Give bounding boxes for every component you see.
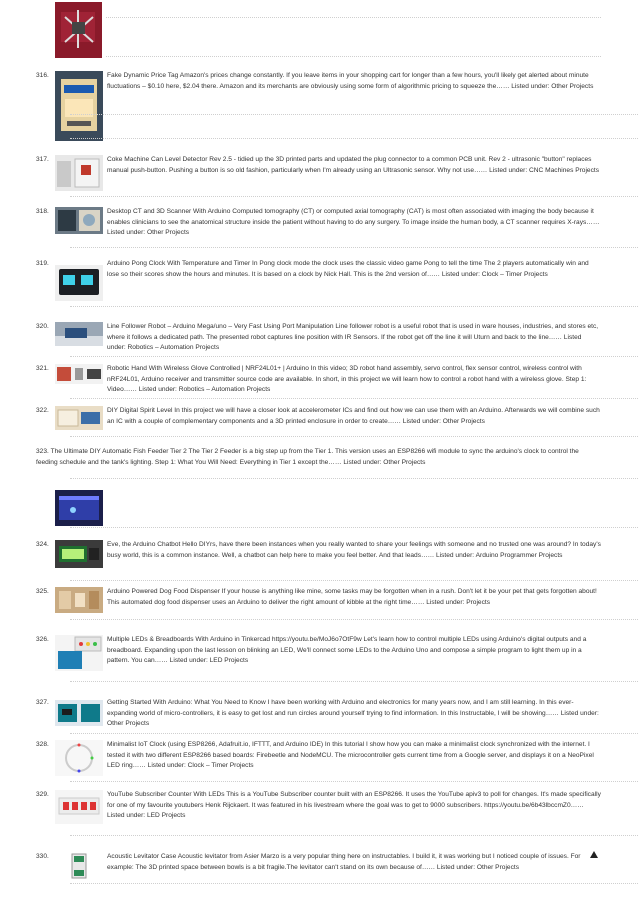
separator <box>70 835 638 836</box>
item-number: 326. <box>36 636 49 643</box>
item-description[interactable]: YouTube Subscriber Counter With LEDs This is a YouTube Subscriber counter built with an ESP8266. It uses the YouTube apiv3 to poll for changes. It's made specifically for one of my favourite youtubers Henk Rijckaert. It was featured in his livestream where the goal was to get to 9000 subscribers. https://youtu.be/6b43lbccmZ0…… Listed under: LED Projects <box>107 791 601 819</box>
thumbnail-tinkercad-leds[interactable] <box>55 635 103 671</box>
separator <box>70 681 638 682</box>
item-description[interactable]: Fake Dynamic Price Tag Amazon's prices change constantly. If you leave items in your shopping cart for longer than a few hours, you'll likely get alerted about minute fluctuations – $0.10 here, $2.04 there. Amazon and its merchants are obviously using some form of algorithmic pricing to squeeze the…… Listed under: Other Projects <box>107 72 594 90</box>
separator <box>70 138 638 139</box>
item-number: 325. <box>36 588 49 595</box>
separator <box>70 781 638 782</box>
item-description[interactable]: Line Follower Robot – Arduino Mega/uno – Very Fast Using Port Manipulation Line follower robot is a useful robot that is used in ware houses, industries, and stores etc, where it follows a dedicated path. The presented robot captures line position with IR Sensors. If the robot get off the line it will Uturn and back to the line…… Listed under: Robotics – Automation Projects <box>107 323 599 351</box>
scroll-to-top-icon[interactable] <box>590 851 598 858</box>
separator <box>70 733 638 734</box>
thumbnail-ct-scanner[interactable] <box>55 207 103 234</box>
item-text: The Ultimate DIY Automatic Fish Feeder Tier 2 The Tier 2 Feeder is a big step up from the Tier 1. This version uses an ESP8266 wifi module to sync the arduino's clock to control the feeding schedule and the tank's lighting. Step 1: What You Will Need: Everything in Tier 1 except the…… Listed under: Other Projects <box>36 448 579 466</box>
thumbnail-pong-clock[interactable] <box>55 265 103 301</box>
thumbnail-spirit-level[interactable] <box>55 406 103 430</box>
separator <box>70 356 638 357</box>
item-number: 321. <box>36 365 49 372</box>
thumbnail-dog-food-dispenser[interactable] <box>55 587 103 613</box>
item-description[interactable]: Multiple LEDs & Breadboards With Arduino in Tinkercad https://youtu.be/MoJ6o7OtF9w Let's learn how to control multiple LEDs using Arduino's digital outputs and a breadboard. Expanding upon the last lesson on blinking an LED, We'll connect some LEDs to the Arduino Uno and compose a simple program to light them up in a pattern. You can…… Listed under: LED Projects <box>107 636 587 664</box>
thumbnail-fish-feeder[interactable] <box>55 490 103 526</box>
separator <box>106 17 601 18</box>
thumbnail-spider-robot[interactable] <box>55 2 102 58</box>
separator <box>70 527 638 528</box>
item-number: 320. <box>36 323 49 330</box>
item-description[interactable]: Eve, the Arduino Chatbot Hello DIYrs, have there been instances when you really wanted to share your feelings with someone and no trusted one was around? In today's busy world, this is a common instance. Well, a chatbot can help here to make you feel better. And that leads…… Listed under: Arduino Programmer Projects <box>107 541 601 559</box>
item-number: 327. <box>36 699 49 706</box>
item-number: 324. <box>36 541 49 548</box>
item-number: 316. <box>36 72 49 79</box>
separator <box>70 883 638 884</box>
separator <box>70 436 638 437</box>
item-number: 319. <box>36 260 49 267</box>
item-description[interactable]: DIY Digital Spirit Level In this project we will have a closer look at accelerometer ICs and find out how we can use them with an Arduino. Afterwards we will combine such an IC with a couple of complementary components and a 3D printed enclosure in order to create…… Listed under: Other Projects <box>107 407 600 425</box>
separator <box>70 114 638 115</box>
thumbnail-iot-clock[interactable] <box>55 740 103 776</box>
item-description[interactable]: Minimalist IoT Clock (using ESP8266, Adafruit.io, IFTTT, and Arduino IDE) In this tutorial I show how you can make a minimalist clock synchronized with the internet. I tested it with two different ESP8266 based boards: Firebeetle and NodeMCU. The microcontroller gets current time from a Google server, and displays it on a NeoPixel LED ring…… Listed under: Clock – Timer Projects <box>107 741 594 769</box>
separator <box>70 478 638 479</box>
separator <box>70 306 638 307</box>
item-description[interactable]: Arduino Pong Clock With Temperature and Timer In Pong clock mode the clock uses the classic video game Pong to tell the time The 2 players automatically win and lose so their scores show the hours and minutes. It is based on a clock by Nick Hall. This is the 2nd version of…… Listed under: Clock – Timer Projects <box>107 260 589 278</box>
thumbnail-subscriber-counter[interactable] <box>55 790 103 824</box>
item-number: 322. <box>36 407 49 414</box>
item-number: 330. <box>36 853 49 860</box>
item-description[interactable]: Getting Started With Arduino: What You Need to Know I have been working with Arduino and electronics for many years now, and I am still learning. In this ever-expanding world of micro-controllers, it is easy to get lost and run circles around yourself trying to find information. In this Instructable, I will be showing…… Listed under: Other Projects <box>107 699 599 727</box>
item-number: 329. <box>36 791 49 798</box>
separator <box>70 580 638 581</box>
separator <box>70 196 638 197</box>
item-description[interactable]: Robotic Hand With Wireless Glove Controlled | NRF24L01+ | Arduino In this video; 3D robot hand assembly, servo control, flex sensor control, wireless control with nRF24L01, Arduino receiver and transmitter source code are available. In short, in this project we will learn how to control a robot hand with a wireless glove. Step 1: Video…… Listed under: Robotics – Automation Projects <box>107 365 587 393</box>
separator <box>70 247 638 248</box>
item-description[interactable]: Arduino Powered Dog Food Dispenser If your house is anything like mine, some tasks may be forgotten when in a rush. Don't let it be your pet that gets forgotten about! This automated dog food dispenser uses an Arduino to deliver the right amount of kibble at the right time…… Listed under: Projects <box>107 588 597 606</box>
item-number: 318. <box>36 208 49 215</box>
thumbnail-robotic-hand[interactable] <box>55 364 103 384</box>
thumbnail-coke-machine[interactable] <box>55 155 103 191</box>
separator <box>106 56 601 57</box>
item-description[interactable]: Coke Machine Can Level Detector Rev 2.5 - tidied up the 3D printed parts and updated the plug connector to a common PCB unit. Rev 2 - ultrasonic "button" replaces manual push-button. Pushing a button is so old fashion, particularly when I'm already using an Ultrasonic sensor. Why not use…… Listed under: CNC Machines Projects <box>107 156 600 174</box>
thumbnail-line-follower[interactable] <box>55 322 103 346</box>
item-number: 328. <box>36 741 49 748</box>
item-number: 323. <box>36 448 49 455</box>
item-description[interactable]: Acoustic Levitator Case Acoustic levitator from Asier Marzo is a very popular thing here on instructables. I build it, it was working but I noticed couple of issues. For example: The 3D printed space between bowls is a bit fragile.The levitator can't stand on its own because of…… Listed under: Other Projects <box>107 853 581 871</box>
thumbnail-chatbot[interactable] <box>55 540 103 568</box>
item-description[interactable] <box>36 447 601 468</box>
item-number: 317. <box>36 156 49 163</box>
separator <box>70 619 638 620</box>
thumbnail-acoustic-levitator[interactable] <box>55 852 103 880</box>
thumbnail-price-tag[interactable] <box>55 71 103 141</box>
thumbnail-arduino-boards[interactable] <box>55 700 103 726</box>
item-description[interactable]: Desktop CT and 3D Scanner With Arduino Computed tomography (CT) or computed axial tomography (CAT) is most often associated with imaging the body because it enables clinicians to see the anatomical structure inside the patient without having to do any surgery. To image inside the human body, a CT scanner requires X-rays…… Listed under: Other Projects <box>107 208 600 236</box>
separator <box>70 398 638 399</box>
